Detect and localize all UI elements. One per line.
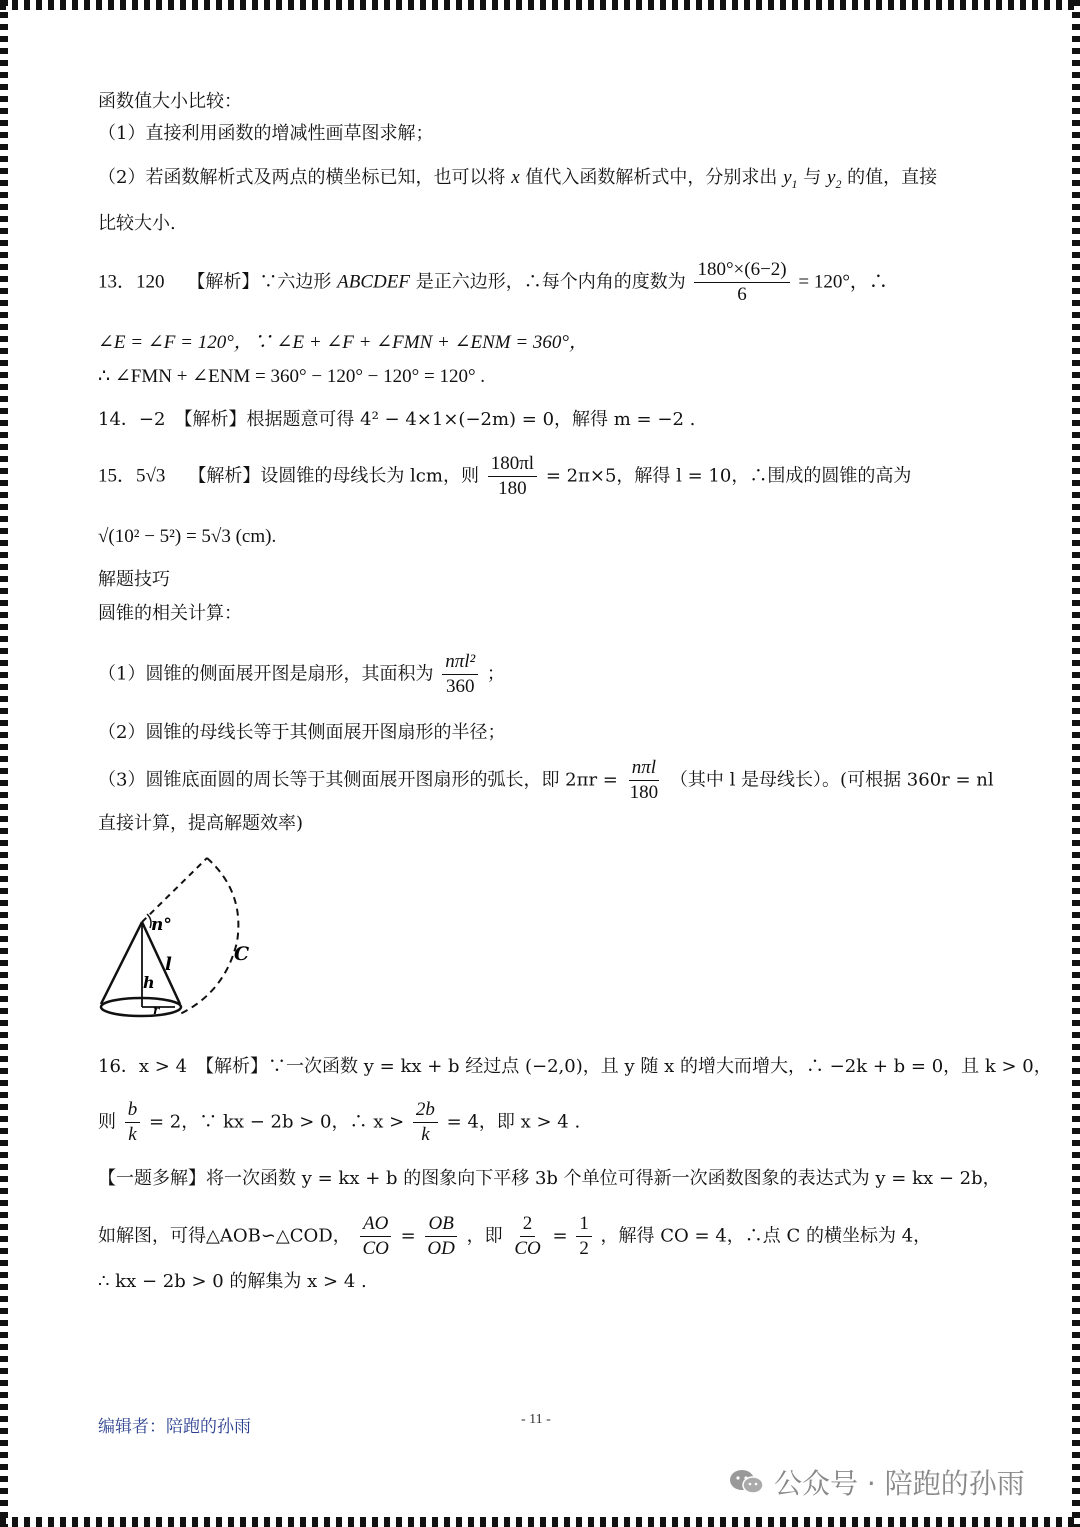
question-16: 16．x > 4 【解析】∵一次函数 y = kx + b 经过点 (−2,0)，且 y 随 x 的增大而增大，∴ −2k + b = 0，且 k > 0，	[98, 1056, 1052, 1077]
text-line: 函数值大小比较：	[98, 91, 242, 112]
page-border-bottom	[0, 1517, 1080, 1527]
text-line: （1）直接利用函数的增减性画草图求解；	[98, 123, 434, 144]
text-line: 【一题多解】将一次函数 y = kx + b 的图象向下平移 3b 个单位可得新一次函数图象的表达式为 y = kx − 2b，	[98, 1168, 1001, 1189]
angle-label: n°	[151, 915, 172, 935]
cone-sector-figure	[95, 852, 265, 1027]
slant-label: l	[165, 954, 172, 975]
page-border-left	[0, 0, 8, 1527]
text-line: ∴ ∠FMN + ∠ENM = 360° − 120° − 120° = 120° .	[98, 366, 486, 387]
question-14: 14．−2 【解析】根据题意可得 4² − 4×1×(−2m) = 0，解得 m = −2 .	[98, 409, 696, 430]
editor-credit: 编辑者：陪跑的孙雨	[98, 1417, 251, 1437]
text-line: ∠E = ∠F = 120°，∵ ∠E + ∠F + ∠FMN + ∠ENM = 360°，	[98, 332, 589, 353]
tip-subtitle: 圆锥的相关计算：	[98, 603, 242, 624]
tip-2: （2）圆锥的母线长等于其侧面展开图扇形的半径；	[98, 722, 506, 743]
text-line: 直接计算，提高解题效率)	[98, 813, 304, 834]
tip-1: （1）圆锥的侧面展开图是扇形，其面积为 $\frac{\text{nπl²}}{360}$ ；	[98, 651, 505, 697]
height-label: h	[143, 973, 155, 992]
text-line: （2）若函数解析式及两点的横坐标已知，也可以将 x 值代入函数解析式中，分别求出 $y_1$ 与 $y_2$ 的值，直接	[98, 167, 938, 191]
arc-label: C	[234, 943, 250, 965]
watermark	[728, 1462, 1025, 1502]
text-line: 则 $\frac{b}{k}$ = 2，∵ kx − 2b > 0，∴ x > $\frac{2b}{k}$ = 4，即 x > 4 .	[98, 1099, 581, 1145]
question-15: 15．5√3 【解析】设圆锥的母线长为 lcm，则 $\frac{180\pi l}{180}$ = 2π×5，解得 l = 10，∴围成的圆锥的高为	[98, 453, 912, 499]
text-line: 如解图，可得△AOB∽△COD， $\frac{AO}{CO}$ = $\frac{OB}{OD}$ ，即 $\frac{2}{CO}$ = $\frac{1}{2}$ ，解得 CO = 4，∴点 C 的横坐标为 4，	[98, 1213, 932, 1259]
question-13: 13．120 【解析】∵六边形 ABCDEF 是正六边形，∴每个内角的度数为 $\frac{180^\circ\times(6-2)}{6}$ = 120°，∴	[98, 259, 888, 305]
watermark-text: 公众号 · 陪跑的孙雨	[774, 1467, 1025, 1500]
text-line: √(10² − 5²) = 5√3 (cm).	[98, 526, 277, 547]
page-border-top	[0, 0, 1080, 10]
text-line: 比较大小.	[98, 213, 176, 234]
wechat-icon	[728, 1468, 766, 1496]
radius-label: r	[153, 1003, 160, 1017]
page-border-right	[1072, 0, 1080, 1527]
page-number: - 11 -	[521, 1412, 551, 1427]
tip-3: （3）圆锥底面圆的周长等于其侧面展开图扇形的弧长，即 2πr = $\frac{\text{nπl}}{180}$ （其中 l 是母线长）。(可根据 360r = nl	[98, 757, 994, 803]
text-line: ∴ kx − 2b > 0 的解集为 x > 4 .	[98, 1271, 367, 1292]
tip-title: 解题技巧	[98, 569, 170, 590]
